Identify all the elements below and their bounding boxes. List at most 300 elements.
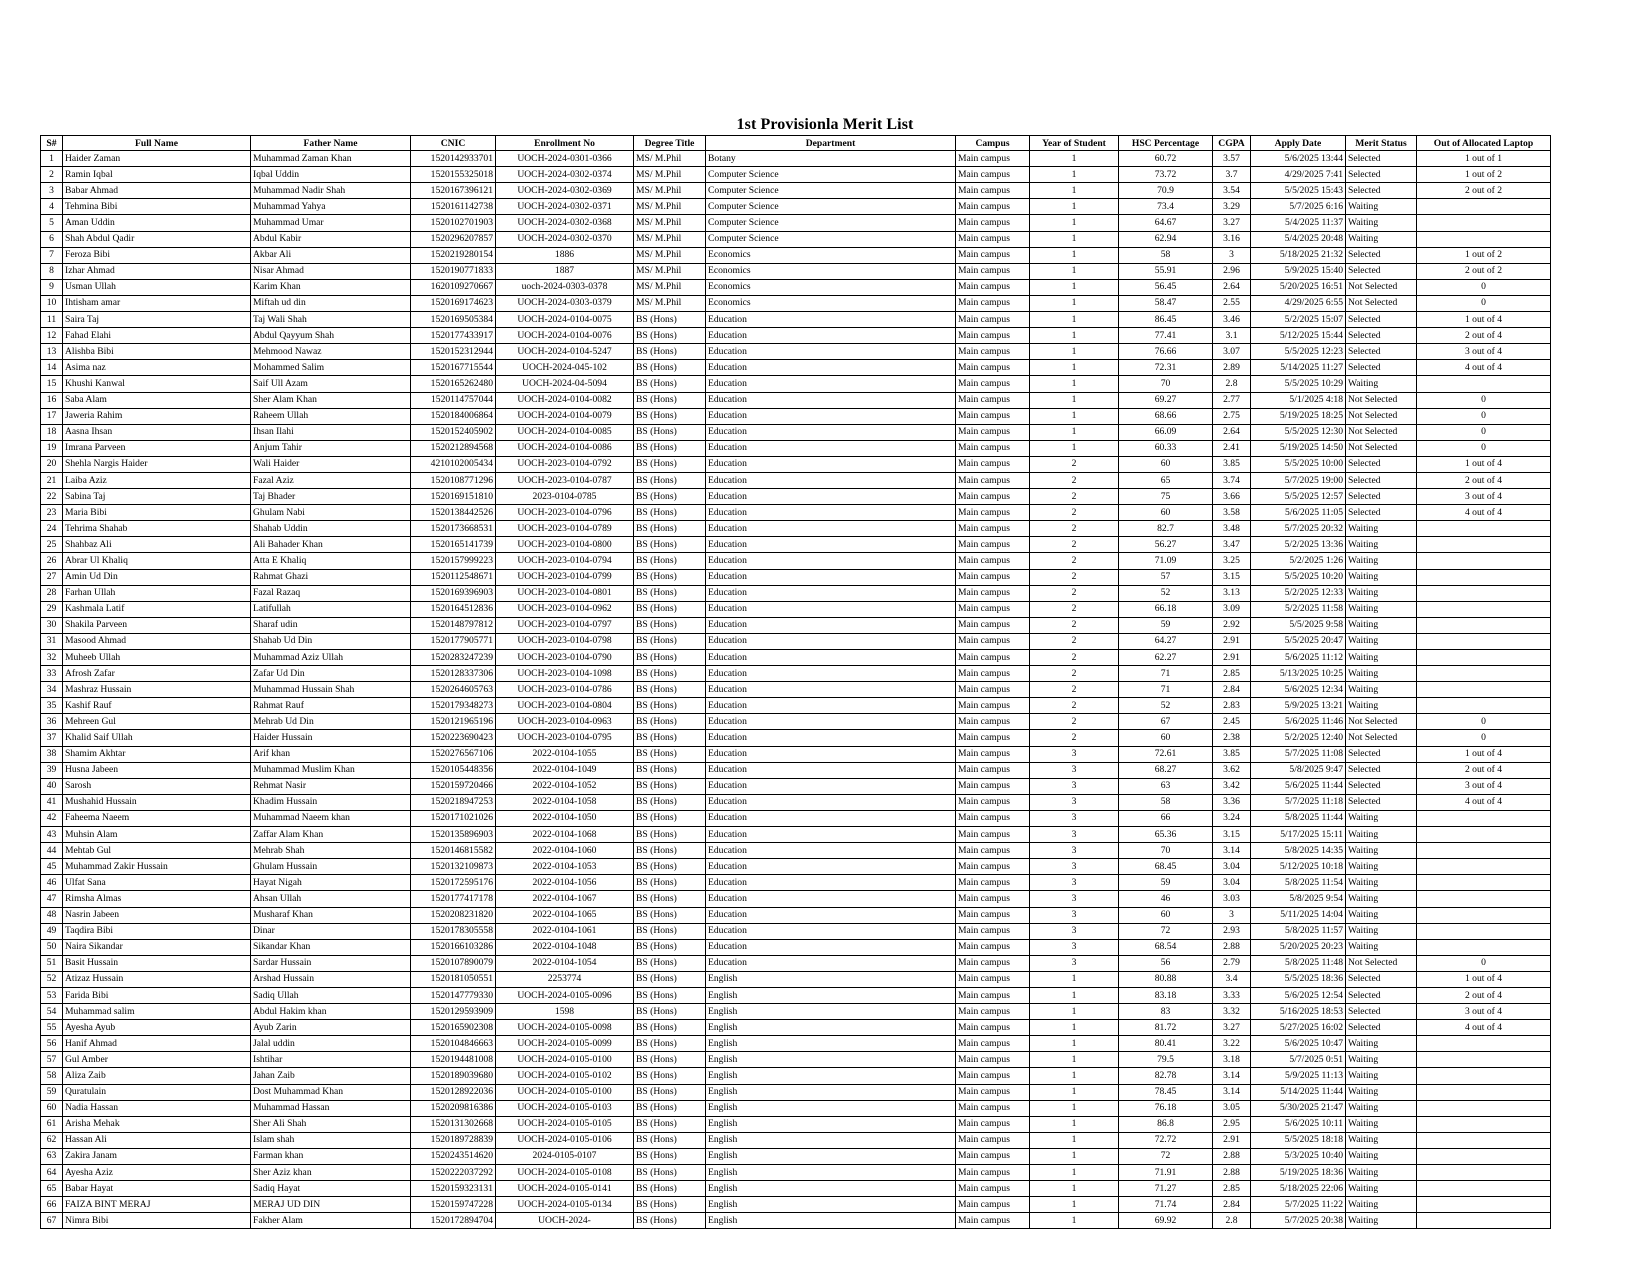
cell-campus: Main campus bbox=[956, 666, 1030, 682]
cell-degree-title: BS (Hons) bbox=[634, 585, 706, 601]
cell-department: English bbox=[706, 1052, 956, 1068]
cell-allocated-laptop bbox=[1417, 199, 1551, 215]
cell-merit-status: Not Selected bbox=[1346, 392, 1417, 408]
cell-campus: Main campus bbox=[956, 489, 1030, 505]
cell-serial: 43 bbox=[41, 827, 63, 843]
cell-degree-title: BS (Hons) bbox=[634, 666, 706, 682]
cell-cnic: 1520165262480 bbox=[411, 376, 496, 392]
header-degree-title: Degree Title bbox=[634, 136, 706, 151]
cell-degree-title: BS (Hons) bbox=[634, 633, 706, 649]
cell-year-of-student: 1 bbox=[1030, 360, 1119, 376]
cell-allocated-laptop bbox=[1417, 601, 1551, 617]
cell-apply-date: 5/6/2025 10:47 bbox=[1251, 1036, 1346, 1052]
cell-department: Education bbox=[706, 939, 956, 955]
cell-degree-title: MS/ M.Phil bbox=[634, 295, 706, 311]
cell-degree-title: BS (Hons) bbox=[634, 650, 706, 666]
cell-department: Education bbox=[706, 633, 956, 649]
cell-merit-status: Selected bbox=[1346, 778, 1417, 794]
cell-hsc-percentage: 55.91 bbox=[1119, 263, 1213, 279]
cell-degree-title: BS (Hons) bbox=[634, 714, 706, 730]
cell-apply-date: 5/30/2025 21:47 bbox=[1251, 1100, 1346, 1116]
cell-father-name: Arshad Hussain bbox=[251, 971, 411, 987]
cell-campus: Main campus bbox=[956, 1165, 1030, 1181]
cell-degree-title: BS (Hons) bbox=[634, 505, 706, 521]
cell-merit-status: Not Selected bbox=[1346, 440, 1417, 456]
cell-cgpa: 2.64 bbox=[1213, 424, 1251, 440]
cell-campus: Main campus bbox=[956, 923, 1030, 939]
cell-department: English bbox=[706, 1181, 956, 1197]
cell-degree-title: BS (Hons) bbox=[634, 376, 706, 392]
cell-cnic: 1520146815582 bbox=[411, 843, 496, 859]
cell-cgpa: 3 bbox=[1213, 247, 1251, 263]
cell-hsc-percentage: 72.72 bbox=[1119, 1132, 1213, 1148]
cell-degree-title: BS (Hons) bbox=[634, 843, 706, 859]
cell-cgpa: 3.29 bbox=[1213, 199, 1251, 215]
cell-enrollment-no: 2022-0104-1056 bbox=[496, 875, 634, 891]
cell-cgpa: 3.09 bbox=[1213, 601, 1251, 617]
cell-full-name: Faheema Naeem bbox=[63, 810, 251, 826]
cell-cgpa: 3.62 bbox=[1213, 762, 1251, 778]
cell-cgpa: 3.15 bbox=[1213, 569, 1251, 585]
cell-merit-status: Waiting bbox=[1346, 376, 1417, 392]
cell-campus: Main campus bbox=[956, 1132, 1030, 1148]
cell-year-of-student: 1 bbox=[1030, 295, 1119, 311]
cell-department: Education bbox=[706, 569, 956, 585]
header-campus: Campus bbox=[956, 136, 1030, 151]
cell-merit-status: Waiting bbox=[1346, 1181, 1417, 1197]
cell-father-name: Sher Alam Khan bbox=[251, 392, 411, 408]
cell-father-name: Zaffar Alam Khan bbox=[251, 827, 411, 843]
cell-merit-status: Selected bbox=[1346, 456, 1417, 472]
cell-campus: Main campus bbox=[956, 408, 1030, 424]
cell-enrollment-no: UOCH-2023-0104-0794 bbox=[496, 553, 634, 569]
cell-merit-status: Waiting bbox=[1346, 617, 1417, 633]
cell-year-of-student: 1 bbox=[1030, 1181, 1119, 1197]
cell-father-name: Muhammad Zaman Khan bbox=[251, 151, 411, 167]
cell-allocated-laptop bbox=[1417, 215, 1551, 231]
cell-merit-status: Selected bbox=[1346, 794, 1417, 810]
cell-hsc-percentage: 60.33 bbox=[1119, 440, 1213, 456]
cell-father-name: Fazal Razaq bbox=[251, 585, 411, 601]
cell-department: Education bbox=[706, 923, 956, 939]
cell-allocated-laptop bbox=[1417, 569, 1551, 585]
cell-cnic: 1520159720466 bbox=[411, 778, 496, 794]
cell-year-of-student: 1 bbox=[1030, 1084, 1119, 1100]
cell-enrollment-no: 1886 bbox=[496, 247, 634, 263]
cell-department: English bbox=[706, 971, 956, 987]
table-row bbox=[41, 666, 1551, 682]
cell-hsc-percentage: 66.18 bbox=[1119, 601, 1213, 617]
cell-year-of-student: 1 bbox=[1030, 376, 1119, 392]
cell-cnic: 1520112548671 bbox=[411, 569, 496, 585]
cell-hsc-percentage: 71.74 bbox=[1119, 1197, 1213, 1213]
cell-father-name: Shahab Uddin bbox=[251, 521, 411, 537]
cell-serial: 12 bbox=[41, 328, 63, 344]
cell-serial: 10 bbox=[41, 295, 63, 311]
cell-apply-date: 5/7/2025 0:51 bbox=[1251, 1052, 1346, 1068]
cell-allocated-laptop bbox=[1417, 231, 1551, 247]
cell-father-name: Sadiq Hayat bbox=[251, 1181, 411, 1197]
cell-hsc-percentage: 72.61 bbox=[1119, 746, 1213, 762]
cell-cgpa: 3.22 bbox=[1213, 1036, 1251, 1052]
cell-cnic: 1520167715544 bbox=[411, 360, 496, 376]
cell-merit-status: Waiting bbox=[1346, 859, 1417, 875]
cell-campus: Main campus bbox=[956, 1181, 1030, 1197]
cell-merit-status: Selected bbox=[1346, 247, 1417, 263]
cell-department: English bbox=[706, 987, 956, 1003]
cell-full-name: Maria Bibi bbox=[63, 505, 251, 521]
header-hsc-percentage: HSC Percentage bbox=[1119, 136, 1213, 151]
table-row bbox=[41, 247, 1551, 263]
cell-merit-status: Selected bbox=[1346, 489, 1417, 505]
cell-full-name: Rimsha Almas bbox=[63, 891, 251, 907]
cell-apply-date: 5/5/2025 20:47 bbox=[1251, 633, 1346, 649]
cell-merit-status: Waiting bbox=[1346, 1148, 1417, 1164]
cell-hsc-percentage: 69.92 bbox=[1119, 1213, 1213, 1229]
cell-cnic: 1520128337306 bbox=[411, 666, 496, 682]
cell-enrollment-no: UOCH-2024-0105-0106 bbox=[496, 1132, 634, 1148]
cell-apply-date: 5/14/2025 11:44 bbox=[1251, 1084, 1346, 1100]
cell-degree-title: BS (Hons) bbox=[634, 472, 706, 488]
table-row bbox=[41, 1084, 1551, 1100]
cell-merit-status: Not Selected bbox=[1346, 408, 1417, 424]
cell-serial: 23 bbox=[41, 505, 63, 521]
cell-allocated-laptop: 1 out of 2 bbox=[1417, 247, 1551, 263]
cell-cnic: 1520212894568 bbox=[411, 440, 496, 456]
cell-cnic: 1520243514620 bbox=[411, 1148, 496, 1164]
cell-apply-date: 5/2/2025 1:26 bbox=[1251, 553, 1346, 569]
cell-father-name: Dinar bbox=[251, 923, 411, 939]
cell-degree-title: BS (Hons) bbox=[634, 569, 706, 585]
cell-hsc-percentage: 62.27 bbox=[1119, 650, 1213, 666]
cell-cnic: 1520129593909 bbox=[411, 1004, 496, 1020]
cell-department: Education bbox=[706, 810, 956, 826]
cell-department: Education bbox=[706, 650, 956, 666]
header-allocated-laptop: Out of Allocated Laptop bbox=[1417, 136, 1551, 151]
cell-degree-title: BS (Hons) bbox=[634, 537, 706, 553]
cell-enrollment-no: 2022-0104-1048 bbox=[496, 939, 634, 955]
table-row bbox=[41, 472, 1551, 488]
cell-department: Economics bbox=[706, 295, 956, 311]
table-row bbox=[41, 698, 1551, 714]
cell-apply-date: 5/6/2025 11:44 bbox=[1251, 778, 1346, 794]
cell-full-name: Muheeb Ullah bbox=[63, 650, 251, 666]
cell-campus: Main campus bbox=[956, 827, 1030, 843]
cell-enrollment-no: UOCH-2024-0104-0085 bbox=[496, 424, 634, 440]
cell-campus: Main campus bbox=[956, 247, 1030, 263]
cell-year-of-student: 2 bbox=[1030, 472, 1119, 488]
cell-department: Education bbox=[706, 617, 956, 633]
cell-serial: 47 bbox=[41, 891, 63, 907]
cell-hsc-percentage: 73.72 bbox=[1119, 167, 1213, 183]
cell-campus: Main campus bbox=[956, 569, 1030, 585]
table-row bbox=[41, 810, 1551, 826]
cell-year-of-student: 1 bbox=[1030, 328, 1119, 344]
cell-degree-title: BS (Hons) bbox=[634, 971, 706, 987]
cell-department: Education bbox=[706, 408, 956, 424]
cell-serial: 46 bbox=[41, 875, 63, 891]
cell-cgpa: 3.15 bbox=[1213, 827, 1251, 843]
cell-hsc-percentage: 75 bbox=[1119, 489, 1213, 505]
cell-hsc-percentage: 64.27 bbox=[1119, 633, 1213, 649]
cell-apply-date: 5/9/2025 11:13 bbox=[1251, 1068, 1346, 1084]
cell-hsc-percentage: 70 bbox=[1119, 376, 1213, 392]
cell-department: Education bbox=[706, 698, 956, 714]
header-year-of-student: Year of Student bbox=[1030, 136, 1119, 151]
cell-degree-title: BS (Hons) bbox=[634, 1116, 706, 1132]
cell-degree-title: BS (Hons) bbox=[634, 907, 706, 923]
cell-full-name: Shehla Nargis Haider bbox=[63, 456, 251, 472]
table-row bbox=[41, 569, 1551, 585]
cell-allocated-laptop bbox=[1417, 585, 1551, 601]
table-row bbox=[41, 263, 1551, 279]
cell-allocated-laptop bbox=[1417, 875, 1551, 891]
cell-merit-status: Selected bbox=[1346, 344, 1417, 360]
cell-apply-date: 5/5/2025 10:20 bbox=[1251, 569, 1346, 585]
cell-father-name: Atta E Khaliq bbox=[251, 553, 411, 569]
cell-cnic: 1520173668531 bbox=[411, 521, 496, 537]
cell-hsc-percentage: 66 bbox=[1119, 810, 1213, 826]
cell-hsc-percentage: 80.41 bbox=[1119, 1036, 1213, 1052]
cell-enrollment-no: UOCH-2023-0104-0786 bbox=[496, 682, 634, 698]
cell-serial: 62 bbox=[41, 1132, 63, 1148]
cell-full-name: Husna Jabeen bbox=[63, 762, 251, 778]
cell-apply-date: 5/6/2025 12:54 bbox=[1251, 987, 1346, 1003]
cell-full-name: Kashmala Latif bbox=[63, 601, 251, 617]
cell-degree-title: BS (Hons) bbox=[634, 987, 706, 1003]
cell-year-of-student: 2 bbox=[1030, 505, 1119, 521]
cell-campus: Main campus bbox=[956, 376, 1030, 392]
cell-merit-status: Not Selected bbox=[1346, 279, 1417, 295]
cell-serial: 1 bbox=[41, 151, 63, 167]
cell-enrollment-no: UOCH-2024-0302-0370 bbox=[496, 231, 634, 247]
cell-hsc-percentage: 79.5 bbox=[1119, 1052, 1213, 1068]
cell-allocated-laptop bbox=[1417, 376, 1551, 392]
cell-cgpa: 2.8 bbox=[1213, 1213, 1251, 1229]
cell-department: Education bbox=[706, 682, 956, 698]
cell-degree-title: BS (Hons) bbox=[634, 328, 706, 344]
cell-degree-title: BS (Hons) bbox=[634, 682, 706, 698]
cell-cnic: 1520177417178 bbox=[411, 891, 496, 907]
table-body bbox=[41, 151, 1551, 1229]
cell-full-name: Hassan Ali bbox=[63, 1132, 251, 1148]
cell-campus: Main campus bbox=[956, 698, 1030, 714]
cell-allocated-laptop bbox=[1417, 939, 1551, 955]
cell-hsc-percentage: 71 bbox=[1119, 666, 1213, 682]
cell-full-name: Saba Alam bbox=[63, 392, 251, 408]
cell-campus: Main campus bbox=[956, 521, 1030, 537]
cell-serial: 5 bbox=[41, 215, 63, 231]
cell-full-name: Arisha Mehak bbox=[63, 1116, 251, 1132]
cell-hsc-percentage: 58.47 bbox=[1119, 295, 1213, 311]
table-row bbox=[41, 1036, 1551, 1052]
cell-degree-title: MS/ M.Phil bbox=[634, 247, 706, 263]
cell-allocated-laptop bbox=[1417, 698, 1551, 714]
cell-hsc-percentage: 66.09 bbox=[1119, 424, 1213, 440]
cell-degree-title: BS (Hons) bbox=[634, 521, 706, 537]
cell-year-of-student: 1 bbox=[1030, 1036, 1119, 1052]
cell-enrollment-no: UOCH-2024-0105-0098 bbox=[496, 1020, 634, 1036]
cell-cnic: 1520218947253 bbox=[411, 794, 496, 810]
cell-father-name: Jahan Zaib bbox=[251, 1068, 411, 1084]
cell-full-name: Sarosh bbox=[63, 778, 251, 794]
cell-merit-status: Waiting bbox=[1346, 939, 1417, 955]
cell-serial: 13 bbox=[41, 344, 63, 360]
cell-merit-status: Not Selected bbox=[1346, 955, 1417, 971]
cell-serial: 9 bbox=[41, 279, 63, 295]
cell-allocated-laptop: 0 bbox=[1417, 279, 1551, 295]
cell-enrollment-no: UOCH-2023-0104-0787 bbox=[496, 472, 634, 488]
cell-campus: Main campus bbox=[956, 472, 1030, 488]
cell-campus: Main campus bbox=[956, 344, 1030, 360]
cell-apply-date: 5/2/2025 12:40 bbox=[1251, 730, 1346, 746]
cell-father-name: Arif khan bbox=[251, 746, 411, 762]
cell-cgpa: 3 bbox=[1213, 907, 1251, 923]
cell-merit-status: Selected bbox=[1346, 328, 1417, 344]
cell-hsc-percentage: 86.45 bbox=[1119, 312, 1213, 328]
cell-apply-date: 5/5/2025 15:43 bbox=[1251, 183, 1346, 199]
cell-hsc-percentage: 60 bbox=[1119, 730, 1213, 746]
cell-father-name: Jalal uddin bbox=[251, 1036, 411, 1052]
cell-full-name: Ihtisham amar bbox=[63, 295, 251, 311]
cell-cgpa: 2.89 bbox=[1213, 360, 1251, 376]
cell-department: Education bbox=[706, 440, 956, 456]
cell-campus: Main campus bbox=[956, 167, 1030, 183]
cell-full-name: Sabina Taj bbox=[63, 489, 251, 505]
cell-hsc-percentage: 63 bbox=[1119, 778, 1213, 794]
cell-father-name: Miftah ud din bbox=[251, 295, 411, 311]
cell-campus: Main campus bbox=[956, 537, 1030, 553]
cell-cnic: 1520128922036 bbox=[411, 1084, 496, 1100]
cell-full-name: Mehtab Gul bbox=[63, 843, 251, 859]
cell-cgpa: 2.45 bbox=[1213, 714, 1251, 730]
cell-hsc-percentage: 68.66 bbox=[1119, 408, 1213, 424]
table-row bbox=[41, 875, 1551, 891]
cell-year-of-student: 2 bbox=[1030, 650, 1119, 666]
cell-enrollment-no: UOCH-2024-04-5094 bbox=[496, 376, 634, 392]
cell-serial: 64 bbox=[41, 1165, 63, 1181]
cell-cgpa: 3.66 bbox=[1213, 489, 1251, 505]
cell-apply-date: 5/20/2025 20:23 bbox=[1251, 939, 1346, 955]
cell-cgpa: 3.1 bbox=[1213, 328, 1251, 344]
cell-cgpa: 3.03 bbox=[1213, 891, 1251, 907]
cell-merit-status: Selected bbox=[1346, 971, 1417, 987]
cell-full-name: Aman Uddin bbox=[63, 215, 251, 231]
cell-cnic: 1520177433917 bbox=[411, 328, 496, 344]
table-row bbox=[41, 843, 1551, 859]
cell-allocated-laptop: 2 out of 4 bbox=[1417, 472, 1551, 488]
cell-hsc-percentage: 72.31 bbox=[1119, 360, 1213, 376]
table-row bbox=[41, 778, 1551, 794]
cell-cnic: 1520108771296 bbox=[411, 472, 496, 488]
cell-father-name: Ishtihar bbox=[251, 1052, 411, 1068]
cell-allocated-laptop bbox=[1417, 907, 1551, 923]
cell-allocated-laptop bbox=[1417, 617, 1551, 633]
cell-cgpa: 3.74 bbox=[1213, 472, 1251, 488]
cell-father-name: Mehrab Shah bbox=[251, 843, 411, 859]
cell-serial: 44 bbox=[41, 843, 63, 859]
cell-cgpa: 3.7 bbox=[1213, 167, 1251, 183]
cell-allocated-laptop: 4 out of 4 bbox=[1417, 505, 1551, 521]
cell-year-of-student: 1 bbox=[1030, 231, 1119, 247]
cell-campus: Main campus bbox=[956, 843, 1030, 859]
cell-father-name: Ahsan Ullah bbox=[251, 891, 411, 907]
cell-allocated-laptop bbox=[1417, 650, 1551, 666]
cell-campus: Main campus bbox=[956, 682, 1030, 698]
cell-campus: Main campus bbox=[956, 1197, 1030, 1213]
cell-cgpa: 3.85 bbox=[1213, 456, 1251, 472]
cell-year-of-student: 2 bbox=[1030, 569, 1119, 585]
cell-allocated-laptop bbox=[1417, 859, 1551, 875]
cell-merit-status: Selected bbox=[1346, 505, 1417, 521]
cell-degree-title: BS (Hons) bbox=[634, 312, 706, 328]
cell-cnic: 1520223690423 bbox=[411, 730, 496, 746]
cell-serial: 21 bbox=[41, 472, 63, 488]
cell-apply-date: 5/18/2025 21:32 bbox=[1251, 247, 1346, 263]
cell-allocated-laptop: 0 bbox=[1417, 730, 1551, 746]
cell-year-of-student: 2 bbox=[1030, 489, 1119, 505]
cell-allocated-laptop bbox=[1417, 1036, 1551, 1052]
cell-campus: Main campus bbox=[956, 907, 1030, 923]
cell-hsc-percentage: 83.18 bbox=[1119, 987, 1213, 1003]
cell-hsc-percentage: 72 bbox=[1119, 923, 1213, 939]
cell-serial: 17 bbox=[41, 408, 63, 424]
cell-father-name: Muhammad Aziz Ullah bbox=[251, 650, 411, 666]
cell-apply-date: 5/5/2025 12:57 bbox=[1251, 489, 1346, 505]
cell-merit-status: Selected bbox=[1346, 151, 1417, 167]
cell-cgpa: 2.64 bbox=[1213, 279, 1251, 295]
header-cnic: CNIC bbox=[411, 136, 496, 151]
cell-year-of-student: 1 bbox=[1030, 408, 1119, 424]
cell-cnic: 1520189728839 bbox=[411, 1132, 496, 1148]
cell-year-of-student: 3 bbox=[1030, 939, 1119, 955]
cell-apply-date: 5/7/2025 20:38 bbox=[1251, 1213, 1346, 1229]
cell-cgpa: 2.95 bbox=[1213, 1116, 1251, 1132]
cell-degree-title: BS (Hons) bbox=[634, 601, 706, 617]
cell-merit-status: Waiting bbox=[1346, 907, 1417, 923]
cell-enrollment-no: UOCH-2023-0104-0804 bbox=[496, 698, 634, 714]
cell-degree-title: MS/ M.Phil bbox=[634, 215, 706, 231]
cell-merit-status: Selected bbox=[1346, 1020, 1417, 1036]
table-row bbox=[41, 1197, 1551, 1213]
cell-campus: Main campus bbox=[956, 1116, 1030, 1132]
cell-year-of-student: 1 bbox=[1030, 392, 1119, 408]
cell-serial: 51 bbox=[41, 955, 63, 971]
table-row bbox=[41, 987, 1551, 1003]
cell-full-name: Izhar Ahmad bbox=[63, 263, 251, 279]
cell-campus: Main campus bbox=[956, 183, 1030, 199]
cell-apply-date: 5/7/2025 6:16 bbox=[1251, 199, 1346, 215]
cell-father-name: Haider Hussain bbox=[251, 730, 411, 746]
cell-hsc-percentage: 60 bbox=[1119, 505, 1213, 521]
cell-father-name: Akbar Ali bbox=[251, 247, 411, 263]
cell-degree-title: BS (Hons) bbox=[634, 827, 706, 843]
cell-father-name: Saif Ull Azam bbox=[251, 376, 411, 392]
cell-merit-status: Waiting bbox=[1346, 698, 1417, 714]
cell-merit-status: Waiting bbox=[1346, 1132, 1417, 1148]
cell-degree-title: BS (Hons) bbox=[634, 1100, 706, 1116]
cell-merit-status: Waiting bbox=[1346, 633, 1417, 649]
cell-year-of-student: 1 bbox=[1030, 167, 1119, 183]
cell-full-name: Shah Abdul Qadir bbox=[63, 231, 251, 247]
cell-campus: Main campus bbox=[956, 424, 1030, 440]
cell-allocated-laptop: 2 out of 4 bbox=[1417, 328, 1551, 344]
cell-serial: 31 bbox=[41, 633, 63, 649]
table-row bbox=[41, 1181, 1551, 1197]
cell-father-name: Khadim Hussain bbox=[251, 794, 411, 810]
cell-enrollment-no: 2253774 bbox=[496, 971, 634, 987]
cell-serial: 38 bbox=[41, 746, 63, 762]
